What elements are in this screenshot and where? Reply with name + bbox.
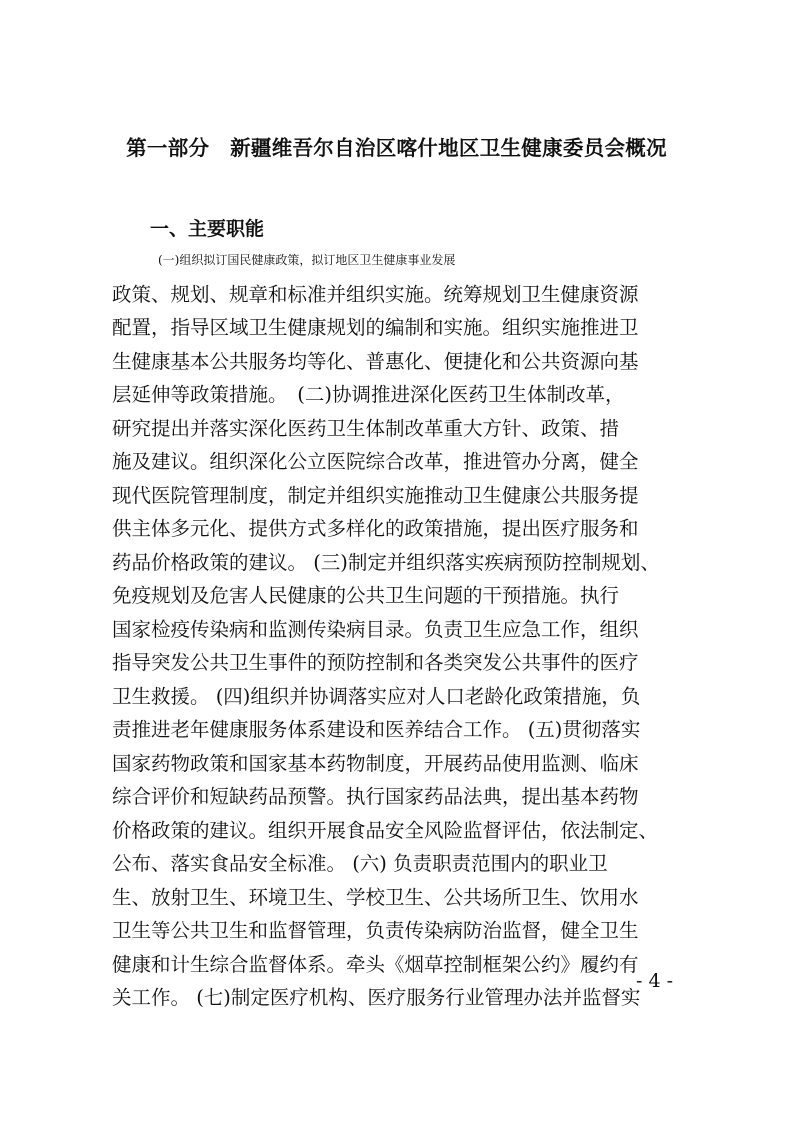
- paragraph-line: 责推进老年健康服务体系建设和医养结合工作。 (五)贯彻落实: [112, 718, 641, 741]
- paragraph-line: 配置，指导区域卫生健康规划的编制和实施。组织实施推进卫: [112, 316, 639, 339]
- page-title: 第一部分 新疆维吾尔自治区喀什地区卫生健康委员会概况: [126, 136, 667, 160]
- page-number: - 4 -: [636, 970, 674, 992]
- paragraph-line: 公布、落实食品安全标准。 (六) 负责职责范围内的职业卫: [112, 852, 608, 875]
- paragraph-line: 免疫规划及危害人民健康的公共卫生问题的干预措施。执行: [112, 584, 620, 607]
- section-heading: 一、主要职能: [150, 218, 265, 240]
- paragraph-line: 卫生救援。 (四)组织并协调落实应对人口老龄化政策措施，负: [112, 684, 641, 708]
- paragraph-line: 生、放射卫生、环境卫生、学校卫生、公共场所卫生、饮用水: [112, 885, 639, 909]
- paragraph-line: 卫生等公共卫生和监督管理，负责传染病防治监督，健全卫生: [112, 919, 639, 942]
- paragraph-line: (一)组织拟订国民健康政策，拟订地区卫生健康事业发展: [158, 253, 456, 267]
- body-paragraph: [112, 244, 692, 1015]
- paragraph-line: 药品价格政策的建议。 (三)制定并组织落实疾病预防控制规划、: [112, 550, 660, 574]
- paragraph-line: 价格政策的建议。组织开展食品安全风险监督评估，依法制定、: [112, 818, 659, 842]
- paragraph-line: 综合评价和短缺药品预警。执行国家药品法典，提出基本药物: [112, 785, 639, 808]
- paragraph-line: 关工作。 (七)制定医疗机构、医疗服务行业管理办法并监督实: [112, 986, 641, 1009]
- paragraph-line: 层延伸等政策措施。 (二)协调推进深化医药卫生体制改革，: [112, 383, 625, 406]
- paragraph-line: 现代医院管理制度，制定并组织实施推动卫生健康公共服务提: [112, 483, 639, 507]
- paragraph-line: 生健康基本公共服务均等化、普惠化、便捷化和公共资源向基: [112, 349, 639, 373]
- paragraph-line: 指导突发公共卫生事件的预防控制和各类突发公共事件的医疗: [112, 651, 639, 674]
- paragraph-line: 国家检疫传染病和监测传染病目录。负责卫生应急工作，组织: [112, 617, 639, 641]
- paragraph-line: 国家药物政策和国家基本药物制度，开展药品使用监测、临床: [112, 751, 639, 775]
- paragraph-line: 研究提出并落实深化医药卫生体制改革重大方针、政策、措: [112, 416, 620, 440]
- paragraph-line: 供主体多元化、提供方式多样化的政策措施，提出医疗服务和: [112, 517, 639, 540]
- paragraph-line: 施及建议。组织深化公立医院综合改革，推进管办分离，健全: [112, 450, 639, 473]
- paragraph-line: 政策、规划、规章和标准并组织实施。统筹规划卫生健康资源: [112, 282, 639, 306]
- paragraph-line: 健康和计生综合监督体系。牵头《烟草控制框架公约》履约有: [112, 952, 639, 976]
